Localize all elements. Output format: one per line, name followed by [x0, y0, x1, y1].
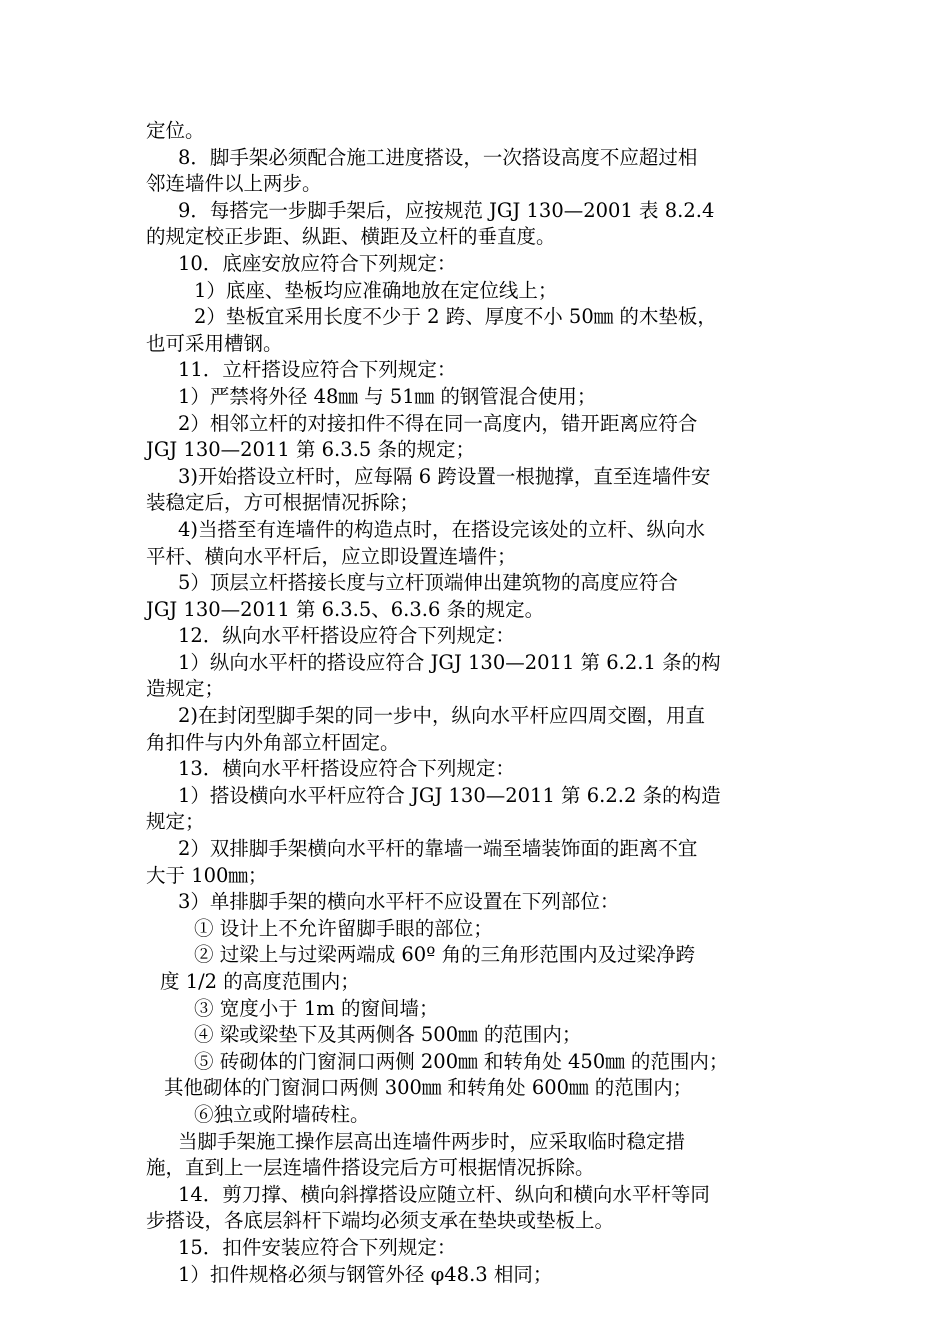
text-line: 造规定； — [146, 677, 225, 701]
text-line: 其他砌体的门窗洞口两侧 300㎜ 和转角处 600㎜ 的范围内； — [164, 1076, 693, 1100]
paragraph-line: 当脚手架施工操作层高出连墙件两步时，应采取临时稳定措 — [178, 1129, 686, 1153]
list-item: 2）相邻立杆的对接扣件不得在同一高度内，错开距离应符合 — [178, 411, 698, 435]
clause-11-heading: 11．立杆搭设应符合下列规定： — [178, 358, 457, 382]
text-line: 步搭设，各底层斜杆下端均必须支承在垫块或垫板上。 — [146, 1209, 615, 1233]
list-item: 2）垫板宜采用长度不少于 2 跨、厚度不小 50㎜ 的木垫板， — [194, 305, 717, 329]
text-line: 邻连墙件以上两步。 — [146, 172, 322, 196]
text-line: 平杆、横向水平杆后，应立即设置连墙件； — [146, 544, 517, 568]
clause-15-heading: 15．扣件安装应符合下列规定： — [178, 1235, 457, 1259]
text-line: 度 1/2 的高度范围内； — [160, 970, 360, 993]
text-line: 的规定校正步距、纵距、横距及立杆的垂直度。 — [146, 225, 556, 249]
clause-14-line: 14．剪刀撑、横向斜撑搭设应随立杆、纵向和横向水平杆等同 — [178, 1182, 710, 1206]
clause-13-heading: 13．横向水平杆搭设应符合下列规定： — [178, 757, 515, 781]
clause-8-line: 8．脚手架必须配合施工进度搭设，一次搭设高度不应超过相 — [178, 145, 698, 169]
sub-list-item: ⑤ 砖砌体的门窗洞口两侧 200㎜ 和转角处 450㎜ 的范围内； — [194, 1049, 729, 1073]
text-line: 定位。 — [146, 119, 205, 142]
list-item: 3）单排脚手架的横向水平杆不应设置在下列部位： — [178, 890, 620, 914]
list-item: 4)当搭至有连墙件的构造点时，在搭设完该处的立杆、纵向水 — [178, 517, 706, 541]
text-line: JGJ 130—2011 第 6.3.5 条的规定； — [146, 438, 475, 462]
text-line: 大于 100㎜； — [146, 863, 268, 887]
text-line: JGJ 130—2011 第 6.3.5、6.3.6 条的规定。 — [146, 597, 545, 621]
sub-list-item: ③ 宽度小于 1m 的窗间墙； — [194, 996, 439, 1020]
text-line: 装稳定后，方可根据情况拆除； — [146, 491, 420, 515]
list-item: 2)在封闭型脚手架的同一步中，纵向水平杆应四周交圈，用直 — [178, 704, 706, 728]
list-item: 5）顶层立杆搭接长度与立杆顶端伸出建筑物的高度应符合 — [178, 571, 678, 595]
sub-list-item: ⑥独立或附墙砖柱。 — [194, 1102, 370, 1126]
text-line: 角扣件与内外角部立杆固定。 — [146, 730, 400, 754]
clause-9-line: 9．每搭完一步脚手架后，应按规范 JGJ 130—2001 表 8.2.4 — [178, 198, 715, 222]
list-item: 1）纵向水平杆的搭设应符合 JGJ 130—2011 第 6.2.1 条的构 — [178, 650, 721, 674]
sub-list-item: ② 过梁上与过梁两端成 60º 角的三角形范围内及过梁净跨 — [194, 943, 696, 967]
list-item: 1）底座、垫板均应准确地放在定位线上； — [194, 278, 558, 302]
document-body — [146, 118, 816, 1288]
sub-list-item: ① 设计上不允许留脚手眼的部位； — [194, 916, 493, 940]
text-line: 规定； — [146, 810, 205, 834]
sub-list-item: ④ 梁或梁垫下及其两侧各 500㎜ 的范围内； — [194, 1023, 582, 1047]
list-item: 2）双排脚手架横向水平杆的靠墙一端至墙装饰面的距离不宜 — [178, 837, 698, 861]
text-line: 施，直到上一层连墙件搭设完后方可根据情况拆除。 — [146, 1156, 595, 1180]
list-item: 1）严禁将外径 48㎜ 与 51㎜ 的钢管混合使用； — [178, 384, 597, 408]
text-line: 也可采用槽钢。 — [146, 331, 283, 355]
list-item: 1）扣件规格必须与钢管外径 φ48.3 相同； — [178, 1262, 553, 1286]
list-item: 3)开始搭设立杆时，应每隔 6 跨设置一根抛撑，直至连墙件安 — [178, 464, 711, 488]
clause-10-heading: 10．底座安放应符合下列规定： — [178, 251, 457, 275]
list-item: 1）搭设横向水平杆应符合 JGJ 130—2011 第 6.2.2 条的构造 — [178, 783, 721, 807]
clause-12-heading: 12．纵向水平杆搭设应符合下列规定： — [178, 624, 515, 648]
